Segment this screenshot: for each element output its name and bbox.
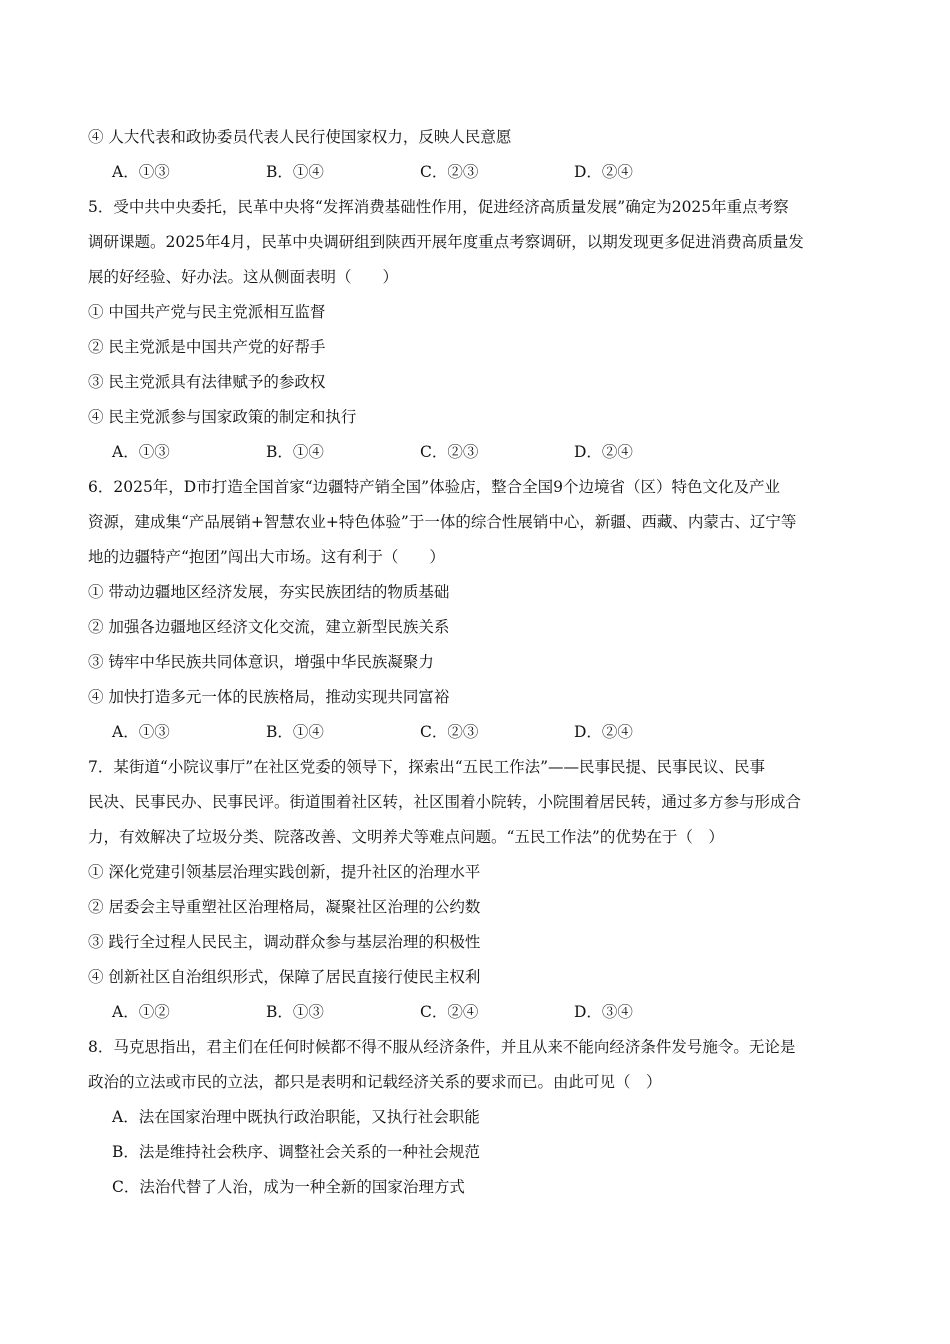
question-6: [88, 470, 862, 750]
q5-item-3: ③ 民主党派具有法律赋予的参政权: [88, 373, 326, 391]
q8-choice-a: A．法在国家治理中既执行政治职能，又执行社会职能: [112, 1108, 480, 1126]
q4-option-d: D．②④: [574, 163, 633, 181]
q7-stem-line-1: 7．某街道“小院议事厅”在社区党委的领导下，探索出“五民工作法”——民事民提、民事民议、民事: [88, 758, 766, 776]
q6-options: [88, 715, 862, 750]
q6-item-3: ③ 铸牢中华民族共同体意识，增强中华民族凝聚力: [88, 653, 434, 671]
q6-option-c: C．②③: [420, 723, 479, 741]
q6-item-1: ① 带动边疆地区经济发展，夯实民族团结的物质基础: [88, 583, 450, 601]
q5-option-b: B．①④: [266, 443, 324, 461]
q4-option-a: A．①③: [112, 163, 170, 181]
q7-item-1: ① 深化党建引领基层治理实践创新，提升社区的治理水平: [88, 863, 481, 881]
q4-option-b: B．①④: [266, 163, 324, 181]
q7-stem-line-3: 力，有效解决了垃圾分类、院落改善、文明养犬等难点问题。“五民工作法”的优势在于（ ）: [88, 828, 724, 846]
q5-item-1: ① 中国共产党与民主党派相互监督: [88, 303, 326, 321]
q5-stem-line-1: 5．受中共中央委托，民革中央将“发挥消费基础性作用，促进经济高质量发展”确定为2025年重点考察: [88, 198, 789, 216]
q5-options: [88, 435, 862, 470]
q5-item-2: ② 民主党派是中国共产党的好帮手: [88, 338, 326, 356]
q8-stem-line-2: 政治的立法或市民的立法，都只是表明和记载经济关系的要求而已。由此可见（ ）: [88, 1073, 662, 1091]
q5-stem-line-3: 展的好经验、好办法。这从侧面表明（ ）: [88, 268, 399, 286]
q7-options: [88, 995, 862, 1030]
q7-option-a: A．①②: [112, 1003, 170, 1021]
q5-option-a: A．①③: [112, 443, 170, 461]
question-8: [88, 1030, 862, 1205]
q8-stem-line-1: 8．马克思指出，君主们在任何时候都不得不服从经济条件，并且从来不能向经济条件发号施令。无论是: [88, 1038, 796, 1056]
q5-option-d: D．②④: [574, 443, 633, 461]
question-7: [88, 750, 862, 1030]
q7-item-2: ② 居委会主导重塑社区治理格局，凝聚社区治理的公约数: [88, 898, 481, 916]
q5-option-c: C．②③: [420, 443, 479, 461]
q6-option-d: D．②④: [574, 723, 633, 741]
question-4-tail: [88, 120, 862, 190]
q6-stem-line-3: 地的边疆特产“抱团”闯出大市场。这有利于（ ）: [88, 548, 445, 566]
q5-stem-line-2: 调研课题。2025年4月，民革中央调研组到陕西开展年度重点考察调研，以期发现更多促进消费高质量发: [88, 233, 804, 251]
q7-stem-line-2: 民决、民事民办、民事民评。街道围着社区转，社区围着小院转，小院围着居民转，通过多方参与形成合: [88, 793, 802, 811]
q6-item-4: ④ 加快打造多元一体的民族格局，推动实现共同富裕: [88, 688, 450, 706]
q7-option-d: D．③④: [574, 1003, 633, 1021]
q4-item-4: ④ 人大代表和政协委员代表人民行使国家权力，反映人民意愿: [88, 128, 512, 146]
q6-option-b: B．①④: [266, 723, 324, 741]
exam-page: [88, 120, 862, 1205]
q6-stem-line-2: 资源，建成集“产品展销+智慧农业+特色体验”于一体的综合性展销中心，新疆、西藏、内蒙古、辽宁等: [88, 513, 797, 531]
q7-option-b: B．①③: [266, 1003, 324, 1021]
q5-item-4: ④ 民主党派参与国家政策的制定和执行: [88, 408, 357, 426]
q6-option-a: A．①③: [112, 723, 170, 741]
q8-choice-c: C．法治代替了人治，成为一种全新的国家治理方式: [112, 1178, 465, 1196]
q4-options: [88, 155, 862, 190]
q6-item-2: ② 加强各边疆地区经济文化交流，建立新型民族关系: [88, 618, 450, 636]
q7-option-c: C．②④: [420, 1003, 479, 1021]
q7-item-3: ③ 践行全过程人民民主，调动群众参与基层治理的积极性: [88, 933, 481, 951]
q6-stem-line-1: 6．2025年，D市打造全国首家“边疆特产销全国”体验店，整合全国9个边境省（区）特色文化及产业: [88, 478, 780, 496]
q8-choice-b: B．法是维持社会秩序、调整社会关系的一种社会规范: [112, 1143, 480, 1161]
q4-option-c: C．②③: [420, 163, 479, 181]
q7-item-4: ④ 创新社区自治组织形式，保障了居民直接行使民主权利: [88, 968, 481, 986]
question-5: [88, 190, 862, 470]
